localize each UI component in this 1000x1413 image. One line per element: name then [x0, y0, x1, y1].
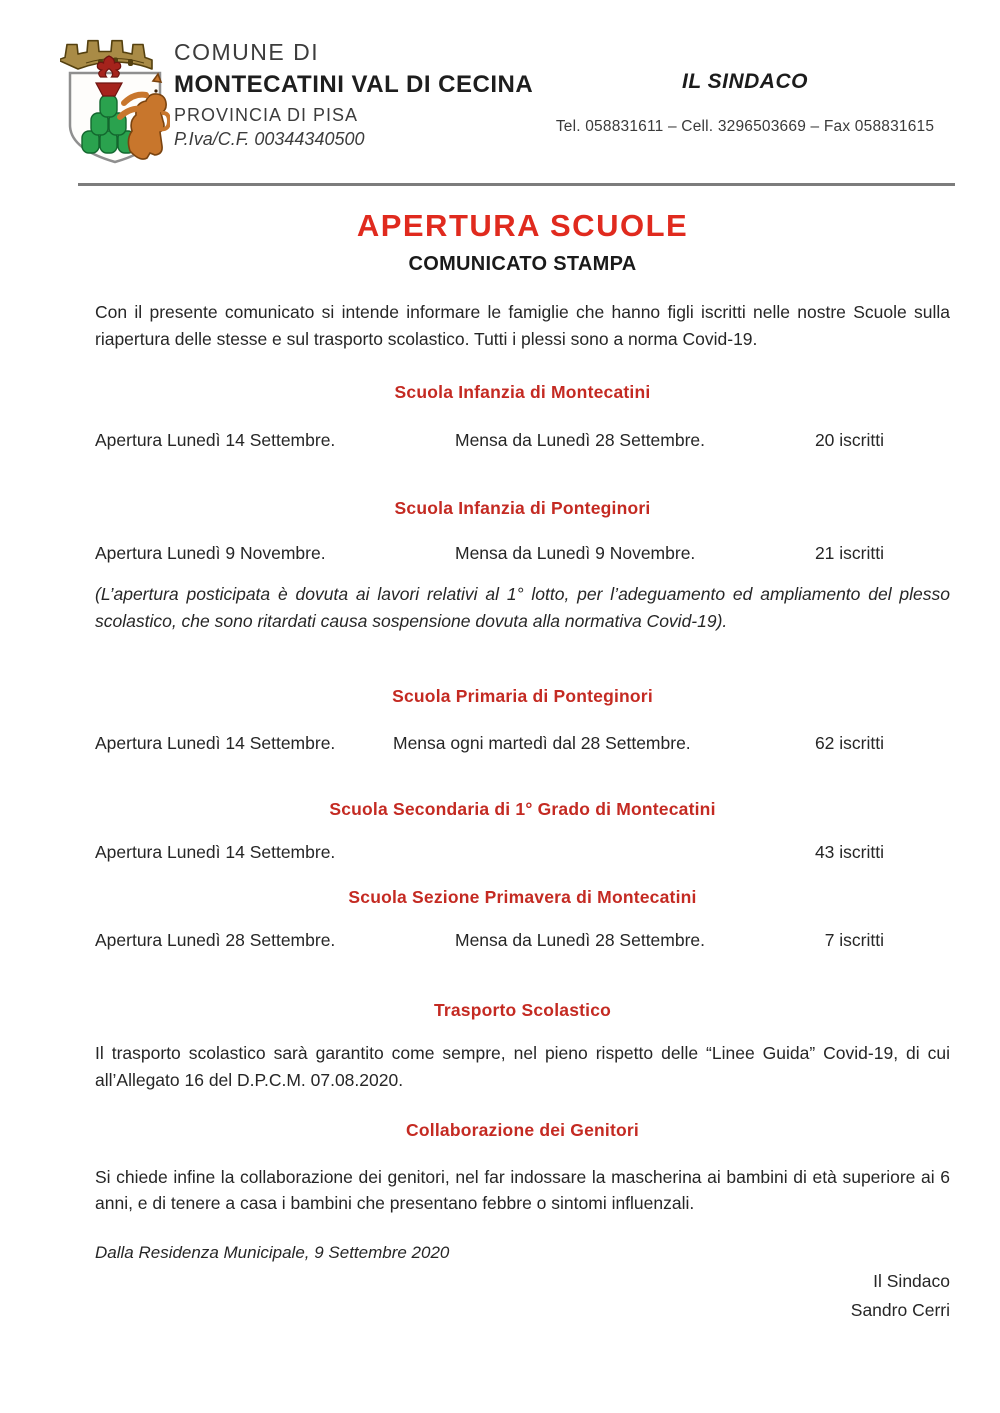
section-heading-collaborazione: Collaborazione dei Genitori: [406, 1119, 639, 1140]
dateline: Dalla Residenza Municipale, 9 Settembre 2020: [95, 1242, 450, 1262]
iscritti-value: 21 iscritti: [814, 543, 884, 564]
trasporto-paragraph: Il trasporto scolastico sarà garantito come sempre, nel pieno rispetto delle “Linee Guida” Covid-19, di cui all’Allegato 16 del D.P.C.M. 07.08.2020.: [95, 1043, 950, 1090]
apertura-value: Apertura Lunedì 9 Novembre.: [95, 543, 326, 564]
schedule-row: [95, 842, 950, 863]
signature-name: Sandro Cerri: [850, 1299, 950, 1320]
apertura-value: Apertura Lunedì 14 Settembre.: [95, 430, 336, 451]
section-heading-infanzia-montecatini: Scuola Infanzia di Montecatini: [394, 382, 651, 403]
section-heading-secondaria-montecatini: Scuola Secondaria di 1° Grado di Montecatini: [329, 799, 716, 820]
iscritti-value: 20 iscritti: [814, 430, 884, 451]
org-name-line2: MONTECATINI VAL DI CECINA: [174, 70, 534, 98]
document-title: APERTURA SCUOLE: [356, 208, 689, 243]
apertura-value: Apertura Lunedì 14 Settembre.: [95, 842, 336, 863]
mensa-value: [455, 842, 734, 863]
iscritti-value: 43 iscritti: [814, 842, 884, 863]
mensa-value: Mensa da Lunedì 28 Settembre.: [455, 930, 706, 951]
org-province: PROVINCIA DI PISA: [174, 104, 359, 125]
office-title: IL SINDACO: [682, 70, 808, 93]
section-heading-infanzia-ponteginori: Scuola Infanzia di Ponteginori: [394, 498, 651, 519]
schedule-row: [95, 430, 950, 451]
mensa-value: Mensa da Lunedì 9 Novembre.: [455, 543, 696, 564]
letterhead: [0, 0, 1000, 165]
header-divider: [78, 183, 955, 186]
schedule-row: [95, 733, 950, 754]
mensa-value: Mensa ogni martedì dal 28 Settembre.: [393, 733, 691, 754]
document-body: [0, 208, 1000, 1325]
apertura-value: Apertura Lunedì 28 Settembre.: [95, 930, 336, 951]
document-subtitle: COMUNICATO STAMPA: [408, 253, 637, 275]
section-heading-trasporto: Trasporto Scolastico: [433, 1000, 612, 1021]
section-heading-primavera-montecatini: Scuola Sezione Primavera di Montecatini: [348, 887, 697, 908]
apertura-value: Apertura Lunedì 14 Settembre.: [95, 733, 336, 754]
signature-block: [95, 1267, 950, 1325]
org-name-line1: COMUNE DI: [174, 39, 320, 65]
mensa-value: Mensa da Lunedì 28 Settembre.: [455, 430, 706, 451]
mayor-office-block: [530, 70, 960, 136]
section-heading-primaria-ponteginori: Scuola Primaria di Ponteginori: [392, 686, 653, 707]
collaborazione-paragraph: Si chiede infine la collaborazione dei genitori, nel far indossare la mascherina ai bambini di età superiore ai 6 anni, e di tenere a casa i bambini che presentano febbre o sintomi influenzali.: [95, 1166, 950, 1214]
schedule-row: [95, 930, 950, 951]
iscritti-value: 62 iscritti: [814, 733, 884, 754]
signature-role: Il Sindaco: [873, 1270, 950, 1291]
postponement-note: (L’apertura posticipata è dovuta ai lavori relativi al 1° lotto, per l’adeguamento ed ampliamento del plesso scolastico, che sono ritardati causa sospensione dovuta alla normativa Covid-19).: [95, 584, 950, 631]
schedule-row: [95, 543, 950, 564]
iscritti-value: 7 iscritti: [824, 930, 884, 951]
coat-of-arms-icon: [60, 25, 170, 165]
org-vat-code: P.Iva/C.F. 00344340500: [174, 129, 365, 150]
contact-numbers: Tel. 058831611 – Cell. 3296503669 – Fax 058831615: [555, 118, 935, 135]
organization-block: [174, 38, 533, 151]
intro-paragraph: Con il presente comunicato si intende informare le famiglie che hanno figli iscritti nelle nostre Scuole sulla riapertura delle stesse e sul trasporto scolastico. Tutti i plessi sono a norma Covid-19.: [95, 302, 950, 349]
